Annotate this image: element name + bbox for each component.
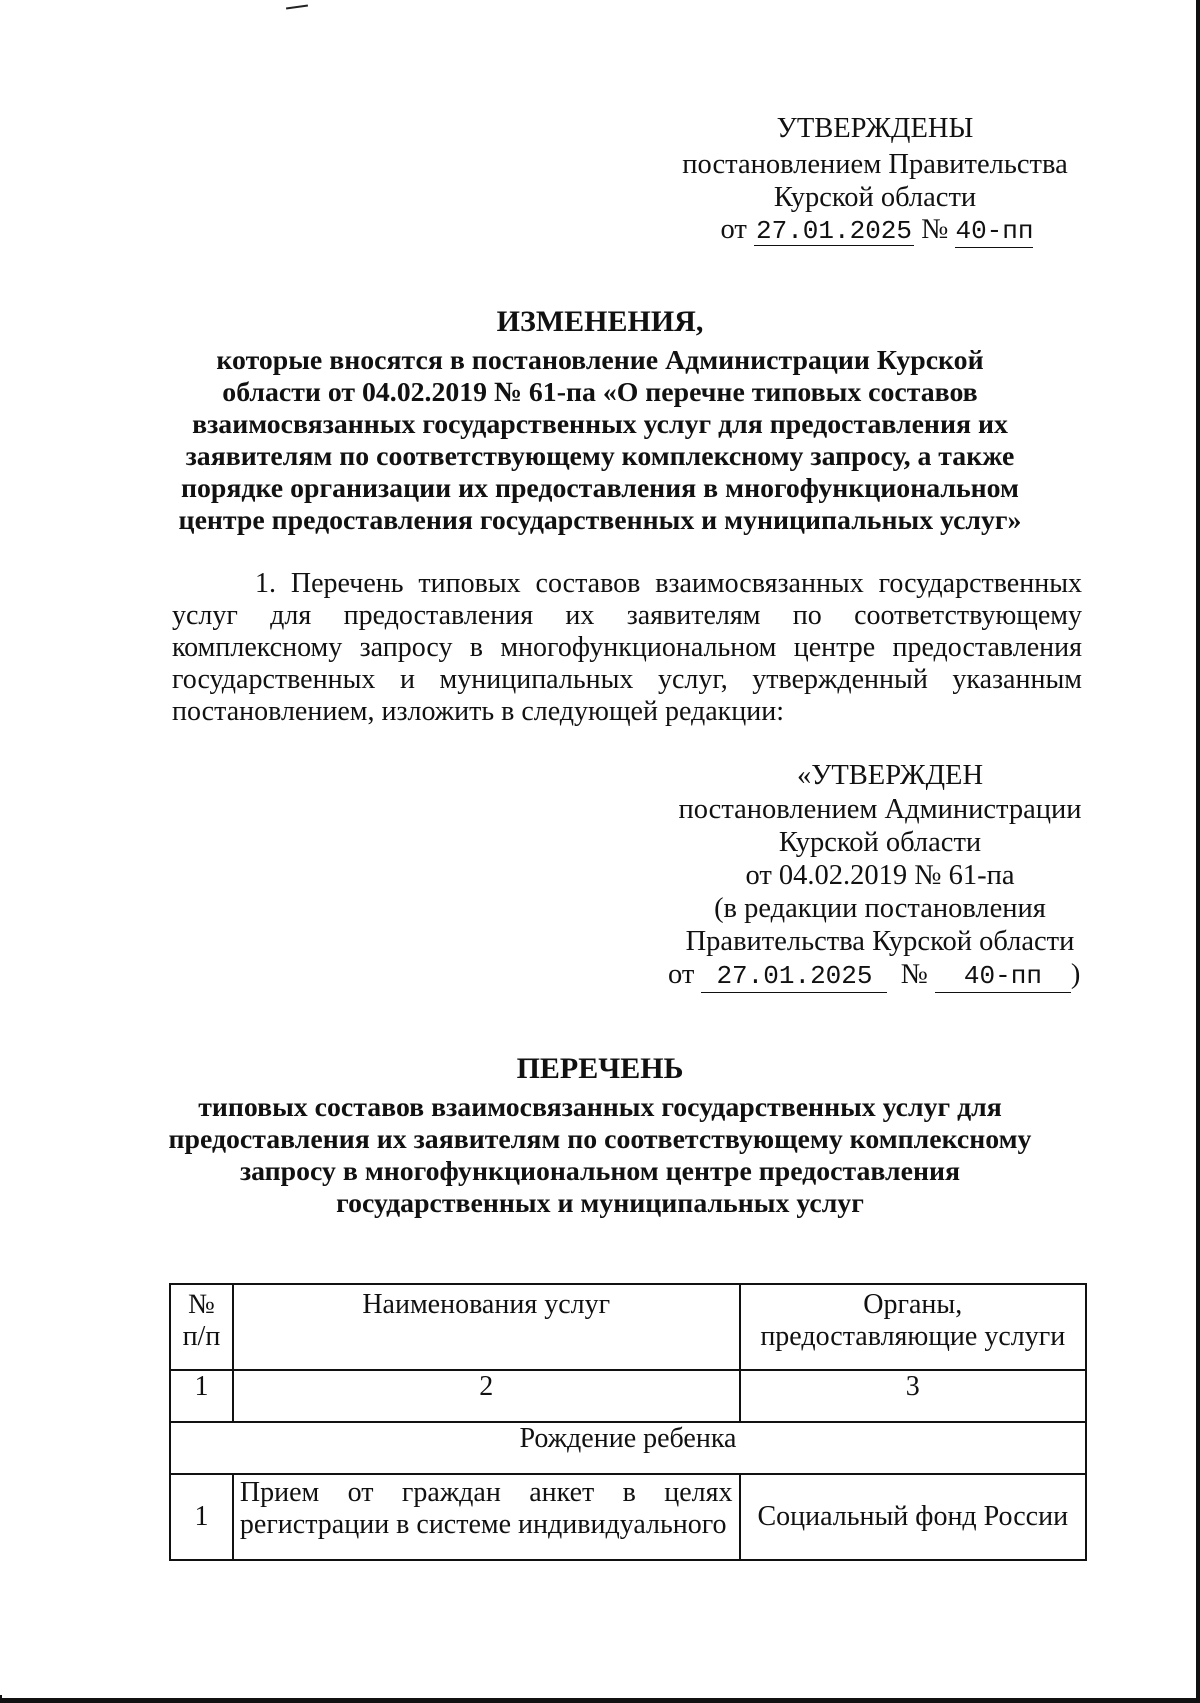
approval2-line: Правительства Курской области [685,926,1075,957]
column-number: 3 [740,1370,1086,1422]
approval2-line: (в редакции постановления [714,893,1046,924]
from-label: от [668,959,695,990]
table-header-row [170,1284,1086,1370]
scan-edge-bottom [0,1698,1200,1703]
approval-line: постановлением Правительства [682,149,1068,180]
list-heading [150,1053,1050,1220]
header-org-line2: предоставляющие услуги [760,1321,1066,1352]
approval2-line: постановлением Администрации [678,794,1082,825]
list-subtitle-line: типовых составов взаимосвязанных государственных услуг для [198,1092,1002,1123]
list-subtitle-line: предоставления их заявителям по соответствующему комплексному [168,1124,1032,1155]
number-sign: № [921,214,949,245]
services-table [169,1283,1087,1561]
header-org-line1: Органы, [863,1289,963,1320]
approval-date-line [682,214,1072,248]
approval-block [680,113,1100,253]
closing-paren: ) [1070,959,1081,990]
list-subtitle-line: государственных и муниципальных услуг [336,1188,864,1219]
row-org: Социальный фонд России [740,1474,1086,1560]
changes-subtitle-line: взаимосвязанных государственных услуг для предоставления их [192,409,1008,440]
column-number: 2 [233,1370,740,1422]
approval2-line: «УТВЕРЖДЕН [796,760,984,791]
from-label: от [720,214,747,245]
changes-subtitle [150,345,1050,537]
changes-subtitle-line: центре предоставления государственных и муниципальных услуг» [178,505,1022,536]
changes-subtitle-line: заявителям по соответствующему комплексному запросу, а также [185,441,1015,472]
changes-subtitle-line: порядке организации их предоставления в многофункциональном [181,473,1019,504]
approval-number: 40-пп [955,216,1034,246]
changes-subtitle-line: которые вносятся в постановление Администрации Курской [216,345,984,376]
header-num-line2: п/п [182,1321,221,1352]
header-num [170,1284,233,1370]
approval2-number: 40-пп [935,962,1071,993]
paragraph-1: 1. Перечень типовых составов взаимосвязанных государственных услуг для предоставления их заявителям по соответствующему комплексному запросу в многофункциональном центре предоставления государственных и муниципальных услуг, утвержденный указанным постановлением, изложить в следующей редакции: [172,568,1082,727]
number-sign: № [900,959,928,990]
row-num: 1 [170,1474,233,1560]
row-service-name: Прием от граждан анкет в целях регистрации в системе индивидуального [233,1474,740,1560]
changes-subtitle-line: области от 04.02.2019 № 61-па «О перечне типовых составов [222,377,978,408]
body-paragraph [172,568,1082,728]
changes-heading [150,306,1050,537]
changes-title: ИЗМЕНЕНИЯ, [496,305,704,338]
scan-artifact [286,4,308,9]
approval2-line: Курской области [778,827,982,858]
header-num-line1: № [188,1289,215,1320]
approval-line: Курской области [773,182,977,213]
section-title: Рождение ребенка [170,1422,1086,1474]
header-name: Наименования услуг [233,1284,740,1370]
column-number: 1 [170,1370,233,1422]
approval-date: 27.01.2025 [755,216,913,246]
scan-edge-right [1196,0,1200,1703]
list-subtitle-line: запросу в многофункциональном центре предоставления [239,1156,961,1187]
approval2-date-line [668,959,1088,993]
list-title: ПЕРЕЧЕНЬ [516,1052,684,1085]
section-row [170,1422,1086,1474]
scan-edge-left [0,1695,2,1703]
header-org [740,1284,1086,1370]
table-row [170,1474,1086,1560]
approval2-date: 27.01.2025 [701,962,887,993]
list-subtitle [150,1092,1050,1220]
approval-title: УТВЕРЖДЕНЫ [776,113,974,144]
column-numbers-row [170,1370,1086,1422]
approval2-line: от 04.02.2019 № 61-па [745,860,1015,891]
